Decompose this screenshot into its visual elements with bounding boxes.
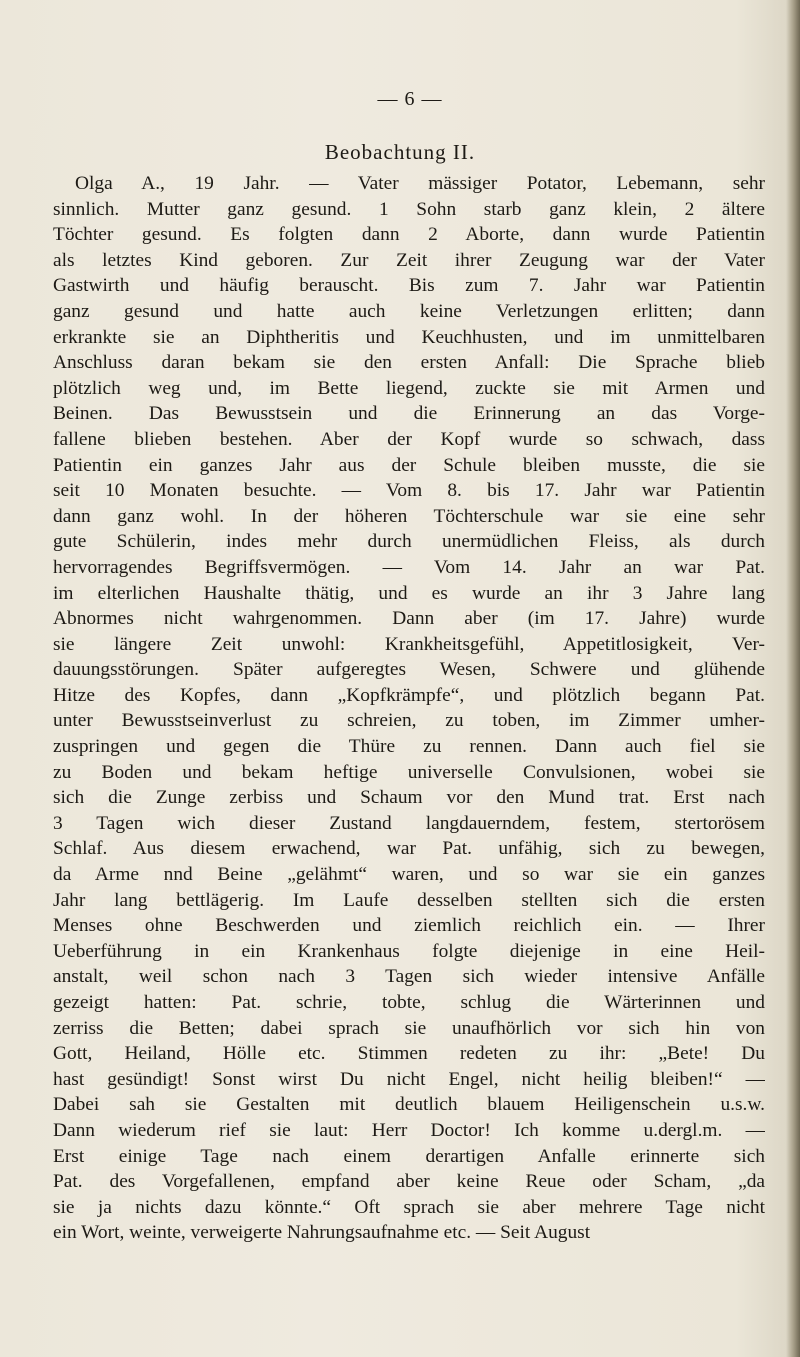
text-line: fallene blieben bestehen. Aber der Kopf wurde so schwach, dass bbox=[53, 428, 765, 450]
text-line: Olga A., 19 Jahr. — Vater mässiger Potator, Lebemann, sehr bbox=[75, 173, 765, 194]
text-line: sich die Zunge zerbiss und Schaum vor den Mund trat. Erst nach bbox=[53, 787, 765, 809]
text-line: Patientin ein ganzes Jahr aus der Schule bleiben musste, die sie bbox=[53, 454, 765, 476]
text-line: sie ja nichts dazu könnte.“ Oft sprach sie aber mehrere Tage nicht bbox=[53, 1196, 765, 1218]
text-line: hast gesündigt! Sonst wirst Du nicht Engel, nicht heilig bleiben!“ — bbox=[53, 1068, 765, 1090]
text-line: Pat. des Vorgefallenen, empfand aber keine Reue oder Scham, „da bbox=[53, 1171, 765, 1193]
text-line: dauungsstörungen. Später aufgeregtes Wesen, Schwere und glühende bbox=[53, 659, 765, 681]
text-line: als letztes Kind geboren. Zur Zeit ihrer Zeugung war der Vater bbox=[53, 249, 765, 271]
text-line: ein Wort, weinte, verweigerte Nahrungsaufnahme etc. — Seit August bbox=[53, 1222, 591, 1244]
text-line: gezeigt hatten: Pat. schrie, tobte, schlug die Wärterinnen und bbox=[53, 992, 765, 1013]
text-line: 3 Tagen wich dieser Zustand langdauerndem, festem, stertorösem bbox=[53, 812, 765, 834]
text-line: Hitze des Kopfes, dann „Kopfkrämpfe“, und plötzlich begann Pat. bbox=[53, 684, 765, 706]
text-line: Abnormes nicht wahrgenommen. Dann aber (im 17. Jahre) wurde bbox=[53, 608, 765, 630]
text-line: Menses ohne Beschwerden und ziemlich reichlich ein. — Ihrer bbox=[53, 915, 765, 937]
text-line: Schlaf. Aus diesem erwachend, war Pat. unfähig, sich zu bewegen, bbox=[53, 838, 765, 860]
text-line: Gastwirth und häufig berauscht. Bis zum 7. Jahr war Patientin bbox=[53, 275, 765, 297]
text-line: sie längere Zeit unwohl: Krankheitsgefühl, Appetitlosigkeit, Ver- bbox=[53, 633, 765, 655]
page-edge-shadow bbox=[786, 0, 800, 1357]
text-line: Gott, Heiland, Hölle etc. Stimmen redeten zu ihr: „Bete! Du bbox=[53, 1043, 765, 1065]
text-line: gute Schülerin, indes mehr durch unermüdlichen Fleiss, als durch bbox=[53, 531, 765, 553]
text-line: ganz gesund und hatte auch keine Verletzungen erlitten; dann bbox=[53, 300, 765, 322]
text-line: Ueberführung in ein Krankenhaus folgte diejenige in eine Heil- bbox=[53, 940, 765, 962]
text-line: zerriss die Betten; dabei sprach sie unaufhörlich vor sich hin von bbox=[53, 1017, 765, 1039]
page-number: — 6 — bbox=[377, 88, 443, 110]
text-line: erkrankte sie an Diphtheritis und Keuchhusten, und im unmittelbaren bbox=[53, 326, 765, 348]
text-line: Beinen. Das Bewusstsein und die Erinnerung an das Vorge- bbox=[53, 403, 765, 425]
text-line: Dann wiederum rief sie laut: Herr Doctor! Ich komme u.dergl.m. — bbox=[53, 1119, 765, 1141]
text-line: zuspringen und gegen die Thüre zu rennen. Dann auch fiel sie bbox=[53, 736, 765, 758]
text-line: sinnlich. Mutter ganz gesund. 1 Sohn starb ganz klein, 2 ältere bbox=[53, 198, 765, 220]
text-line: hervorragendes Begriffsvermögen. — Vom 14. Jahr an war Pat. bbox=[53, 556, 765, 578]
text-line: Anschluss daran bekam sie den ersten Anfall: Die Sprache blieb bbox=[53, 352, 765, 374]
text-line: da Arme nnd Beine „gelähmt“ waren, und so war sie ein ganzes bbox=[53, 864, 765, 886]
text-line: anstalt, weil schon nach 3 Tagen sich wieder intensive Anfälle bbox=[53, 966, 765, 988]
text-line: im elterlichen Haushalte thätig, und es wurde an ihr 3 Jahre lang bbox=[53, 582, 765, 604]
text-line: Jahr lang bettlägerig. Im Laufe desselben stellten sich die ersten bbox=[53, 889, 765, 911]
text-line: dann ganz wohl. In der höheren Töchterschule war sie eine sehr bbox=[53, 505, 765, 527]
text-line: Dabei sah sie Gestalten mit deutlich blauem Heiligenschein u.s.w. bbox=[53, 1094, 765, 1116]
text-line: seit 10 Monaten besuchte. — Vom 8. bis 17. Jahr war Patientin bbox=[53, 480, 765, 502]
body-text bbox=[53, 171, 765, 1246]
text-line: plötzlich weg und, im Bette liegend, zuckte sie mit Armen und bbox=[53, 377, 765, 399]
text-line: unter Bewusstseinverlust zu schreien, zu toben, im Zimmer umher- bbox=[53, 710, 765, 732]
text-line: zu Boden und bekam heftige universelle Convulsionen, wobei sie bbox=[53, 761, 765, 783]
text-line: Töchter gesund. Es folgten dann 2 Aborte, dann wurde Patientin bbox=[53, 224, 765, 246]
section-heading: Beobachtung II. bbox=[324, 140, 476, 164]
text-line: Erst einige Tage nach einem derartigen Anfalle erinnerte sich bbox=[53, 1145, 765, 1167]
